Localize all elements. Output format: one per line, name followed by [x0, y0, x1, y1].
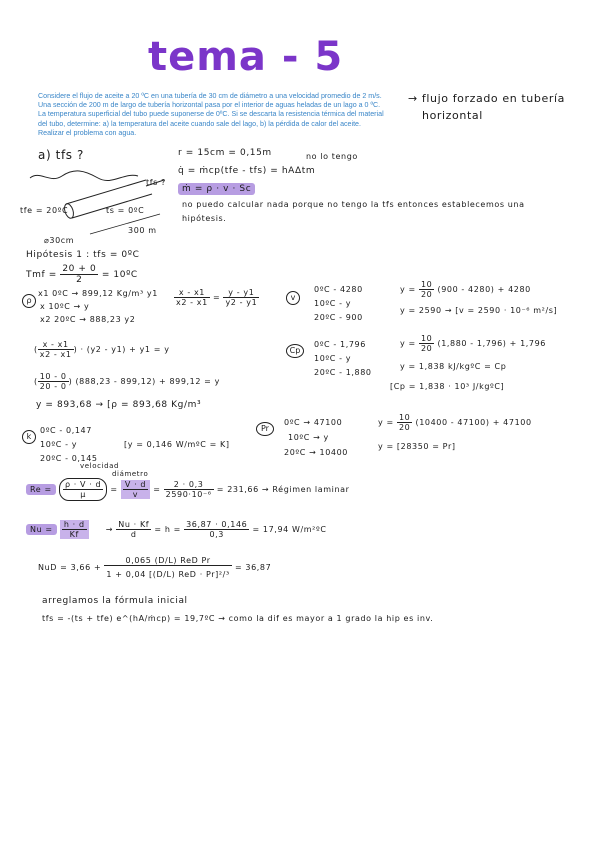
tm-num: 20 + 0	[62, 264, 97, 274]
fig-length: 300 m	[128, 226, 157, 235]
re-label: Re =	[26, 484, 56, 495]
final-eq: tfs = -(ts + tfe) e^(hA/ṁcp) = 19,7ºC → como la dif es mayor a 1 grado la hip es inv.	[42, 614, 434, 623]
nu-line3: 20ºC - 900	[314, 313, 363, 322]
k-symbol: k	[22, 424, 36, 444]
re-f2: $\frac{V \cdot d}{v}$	[121, 480, 150, 499]
nu-line2: 10ºC - y	[314, 299, 352, 308]
pr-symbol: Pr	[256, 416, 274, 436]
mass-flow-highlight: ṁ = ρ · v · Sc	[178, 183, 255, 195]
arreglamos: arreglamos la fórmula inicial	[42, 596, 188, 606]
re-note-vel: velocidad	[80, 462, 120, 470]
no-puedo-line2: hipótesis.	[182, 214, 227, 223]
heat-eq: q̇ = ṁcp(tfe - tfs) = hAΔtm	[178, 166, 316, 176]
rho-result: y = 893,68 → [ρ = 893,68 Kg/m³	[36, 400, 202, 410]
k-line1: 0ºC - 0,147	[40, 426, 92, 435]
cp-frac: $\frac{10}{20}$	[420, 334, 433, 353]
pr-eq: y = $\frac{10}{20}$ (10400 - 47100) + 47100	[378, 413, 532, 432]
cp-line3: 20ºC - 1,880	[314, 368, 372, 377]
no-tengo-note: no lo tengo	[306, 152, 358, 161]
tm-eq	[26, 264, 138, 285]
nus-f2: $\frac{Nu \cdot Kf}{d}$	[118, 520, 150, 539]
pr-line1: 0ºC → 47100	[284, 418, 343, 427]
fig-ts: ts = 0ºC	[106, 206, 145, 215]
re-f1: $\frac{\rho \cdot V \cdot d}{\mu}$	[59, 478, 107, 501]
side-note-line1: → flujo forzado en tubería	[408, 92, 565, 105]
fig-tfs: tfs ?	[146, 178, 166, 187]
rho-f2: $\frac{y - y1}{y2 - y1}$	[225, 288, 258, 307]
rho-line2: x 10ºC → y	[40, 302, 90, 311]
no-puedo-line1: no puedo calcular nada porque no tengo la tfs entonces establecemos una	[182, 200, 525, 209]
fig-diam: ⌀30cm	[44, 236, 75, 245]
side-note	[408, 92, 565, 122]
rho-eq2-frac: $\frac{x - x1}{x2 - x1}$	[39, 340, 72, 359]
re-f3: $\frac{2 \cdot 0,3}{\text{2590·10⁻⁶}}$	[165, 480, 212, 499]
nus-result: = 17,94 W/m²ºC	[252, 525, 327, 534]
re-note-diam: diámetro	[112, 470, 149, 478]
rho-line3: x2 20ºC → 888,23 y2	[40, 315, 136, 324]
rho-f1: $\frac{x - x1}{x2 - x1}$	[176, 288, 208, 307]
reynolds-eq: Re = $\frac{\rho \cdot V \cdot d}{\mu}$ = $\frac{V \cdot d}{v}$ = $\frac{2 \cdot 0,3}{\text{2590·10⁻⁶}}$ = 231,66 → Régimen laminar	[26, 478, 350, 501]
pr-frac: $\frac{10}{20}$	[398, 413, 411, 432]
rho-symbol: ρ	[22, 288, 36, 308]
nud-frac: $\frac{\text{0,065 (D/L) ReD Pr}}{\text{1 + 0,04 [(D/L) ReD · Pr]²/³}}$	[106, 556, 230, 579]
cp-result2: [Cp = 1,838 · 10³ J/kgºC]	[390, 382, 505, 391]
tm-res: = 10ºC	[101, 270, 138, 280]
rho-line1: x1 0ºC → 899,12 Kg/m³ y1	[38, 289, 158, 298]
nusselt-eq: Nu = $\frac{h \cdot d}{Kf}$ → $\frac{Nu \cdot Kf}{d}$ = h = $\frac{36,87 \cdot 0,146}{0,3}$ = 17,94 W/m²ºC	[26, 520, 327, 539]
cp-result1: y = 1,838 kJ/kgºC = Cp	[400, 362, 507, 371]
cp-line1: 0ºC - 1,796	[314, 340, 366, 349]
side-note-line2: horizontal	[422, 109, 483, 122]
nu-line1: 0ºC - 4280	[314, 285, 363, 294]
nud-eq: NuD = 3,66 + $\frac{\text{0,065 (D/L) ReD Pr}}{\text{1 + 0,04 [(D/L) ReD · Pr]²/³}}$ = 36,87	[38, 556, 272, 579]
rho-interp: $\frac{x - x1}{x2 - x1}$ = $\frac{y - y1}{y2 - y1}$	[176, 288, 258, 307]
tm-den: 2	[76, 275, 83, 285]
re-result: = 231,66 → Régimen laminar	[216, 485, 350, 494]
nu-label: Nu =	[26, 524, 57, 535]
nus-f3: $\frac{36,87 \cdot 0,146}{0,3}$	[186, 520, 248, 539]
nu-symbol: v	[286, 285, 300, 305]
rho-eq2: ( $\frac{x - x1}{x2 - x1}$ ) · (y2 - y1) + y1 = y	[34, 340, 170, 359]
hipotesis-1: Hipótesis 1 : tfs = 0ºC	[26, 250, 140, 260]
rho-eq3: ( $\frac{10 - 0}{20 - 0}$ ) (888,23 - 899,12) + 899,12 = y	[34, 372, 220, 391]
pipe-top	[66, 180, 146, 204]
k-result: [y = 0,146 W/mºC = K]	[124, 440, 230, 449]
mass-flow-eq	[178, 184, 255, 194]
pr-line2: 10ºC → y	[288, 433, 329, 442]
fig-tfe: tfe = 20ºC	[20, 206, 69, 215]
problem-statement: Considere el flujo de aceite a 20 ºC en una tubería de 30 cm de diámetro a una velocidad promedio de 2 m/s. Una sección de 200 m de largo de tubería horizontal pasa por el interior de aguas heladas de un lago a 0 ºC. La temperatura superficial del tubo puede suponerse de 0ºC. Si se descarta la resistencia térmica del material del tubo, determine: a) la temperatura del aceite cuando sale del lago, b) la pérdida de calor del aceite. Realizar el problema con agua.	[38, 92, 384, 137]
tm-frac	[60, 264, 98, 285]
cp-line2: 10ºC - y	[314, 354, 352, 363]
part-a-label: a) tfs ?	[38, 148, 85, 162]
rho-eq3-frac: $\frac{10 - 0}{20 - 0}$	[39, 372, 67, 391]
cp-symbol: Cp	[286, 338, 304, 358]
nus-f1: $\frac{h \cdot d}{Kf}$	[60, 520, 89, 539]
nu-eq: y = $\frac{10}{20}$ (900 - 4280) + 4280	[400, 280, 531, 299]
k-line3: 20ºC - 0,145	[40, 454, 98, 463]
pr-result: y = [28350 = Pr]	[378, 442, 456, 451]
nu-result: y = 2590 → [v = 2590 · 10⁻⁶ m²/s]	[400, 306, 558, 315]
radius-eq: r = 15cm = 0,15m	[178, 148, 272, 158]
tm-label: Tmf =	[26, 270, 57, 280]
water-wave	[30, 171, 138, 181]
cp-eq: y = $\frac{10}{20}$ (1,880 - 1,796) + 1,796	[400, 334, 546, 353]
pr-line3: 20ºC → 10400	[284, 448, 348, 457]
title: tema - 5	[148, 34, 344, 80]
k-line2: 10ºC - y	[40, 440, 78, 449]
nu-frac: $\frac{10}{20}$	[420, 280, 433, 299]
